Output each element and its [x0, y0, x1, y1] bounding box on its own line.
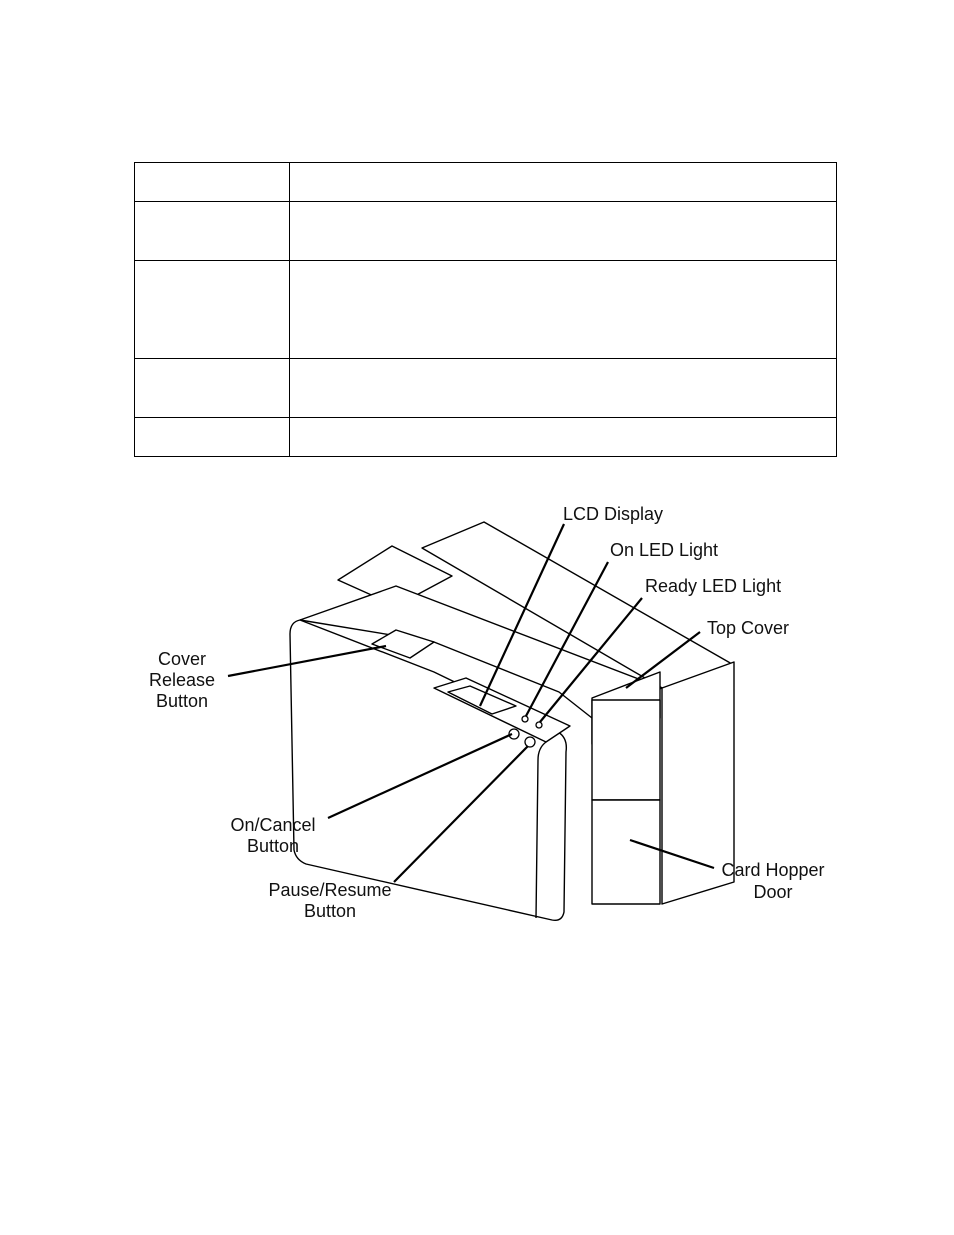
table-cell	[290, 418, 837, 457]
label-on-cancel-line2: Button	[246, 836, 300, 856]
table-cell	[290, 261, 837, 359]
ready-led-light	[536, 722, 542, 728]
table-cell	[135, 202, 290, 261]
label-card-hopper-line1: Card Hopper	[721, 860, 825, 880]
table-row	[135, 359, 837, 418]
printer-figure	[134, 492, 844, 928]
printer-illustration	[134, 492, 844, 928]
table-cell	[135, 359, 290, 418]
table-row	[135, 418, 837, 457]
table-cell	[290, 202, 837, 261]
table-row	[135, 202, 837, 261]
label-on-cancel-line1: On/Cancel	[230, 815, 316, 835]
label-lcd-display: LCD Display	[563, 504, 664, 524]
table-cell	[290, 359, 837, 418]
table-row	[135, 261, 837, 359]
label-cover-release-line3: Button	[155, 691, 209, 711]
on-led-light	[522, 716, 528, 722]
label-card-hopper-line2: Door	[753, 882, 793, 902]
table-row	[135, 163, 837, 202]
top-cover	[592, 700, 660, 800]
label-ready-led-light: Ready LED Light	[645, 576, 782, 596]
label-pause-resume-line1: Pause/Resume	[268, 880, 392, 900]
table-cell	[135, 261, 290, 359]
label-cover-release-line1: Cover	[157, 649, 207, 669]
table-cell	[135, 418, 290, 457]
label-on-led-light: On LED Light	[610, 540, 719, 560]
label-pause-resume-line2: Button	[303, 901, 357, 921]
label-top-cover: Top Cover	[707, 618, 790, 638]
table-cell	[135, 163, 290, 202]
card-hopper-door	[592, 800, 660, 904]
label-cover-release-line2: Release	[148, 670, 216, 690]
spec-table	[134, 162, 837, 457]
pause-resume-button[interactable]	[525, 737, 535, 747]
table-cell	[290, 163, 837, 202]
